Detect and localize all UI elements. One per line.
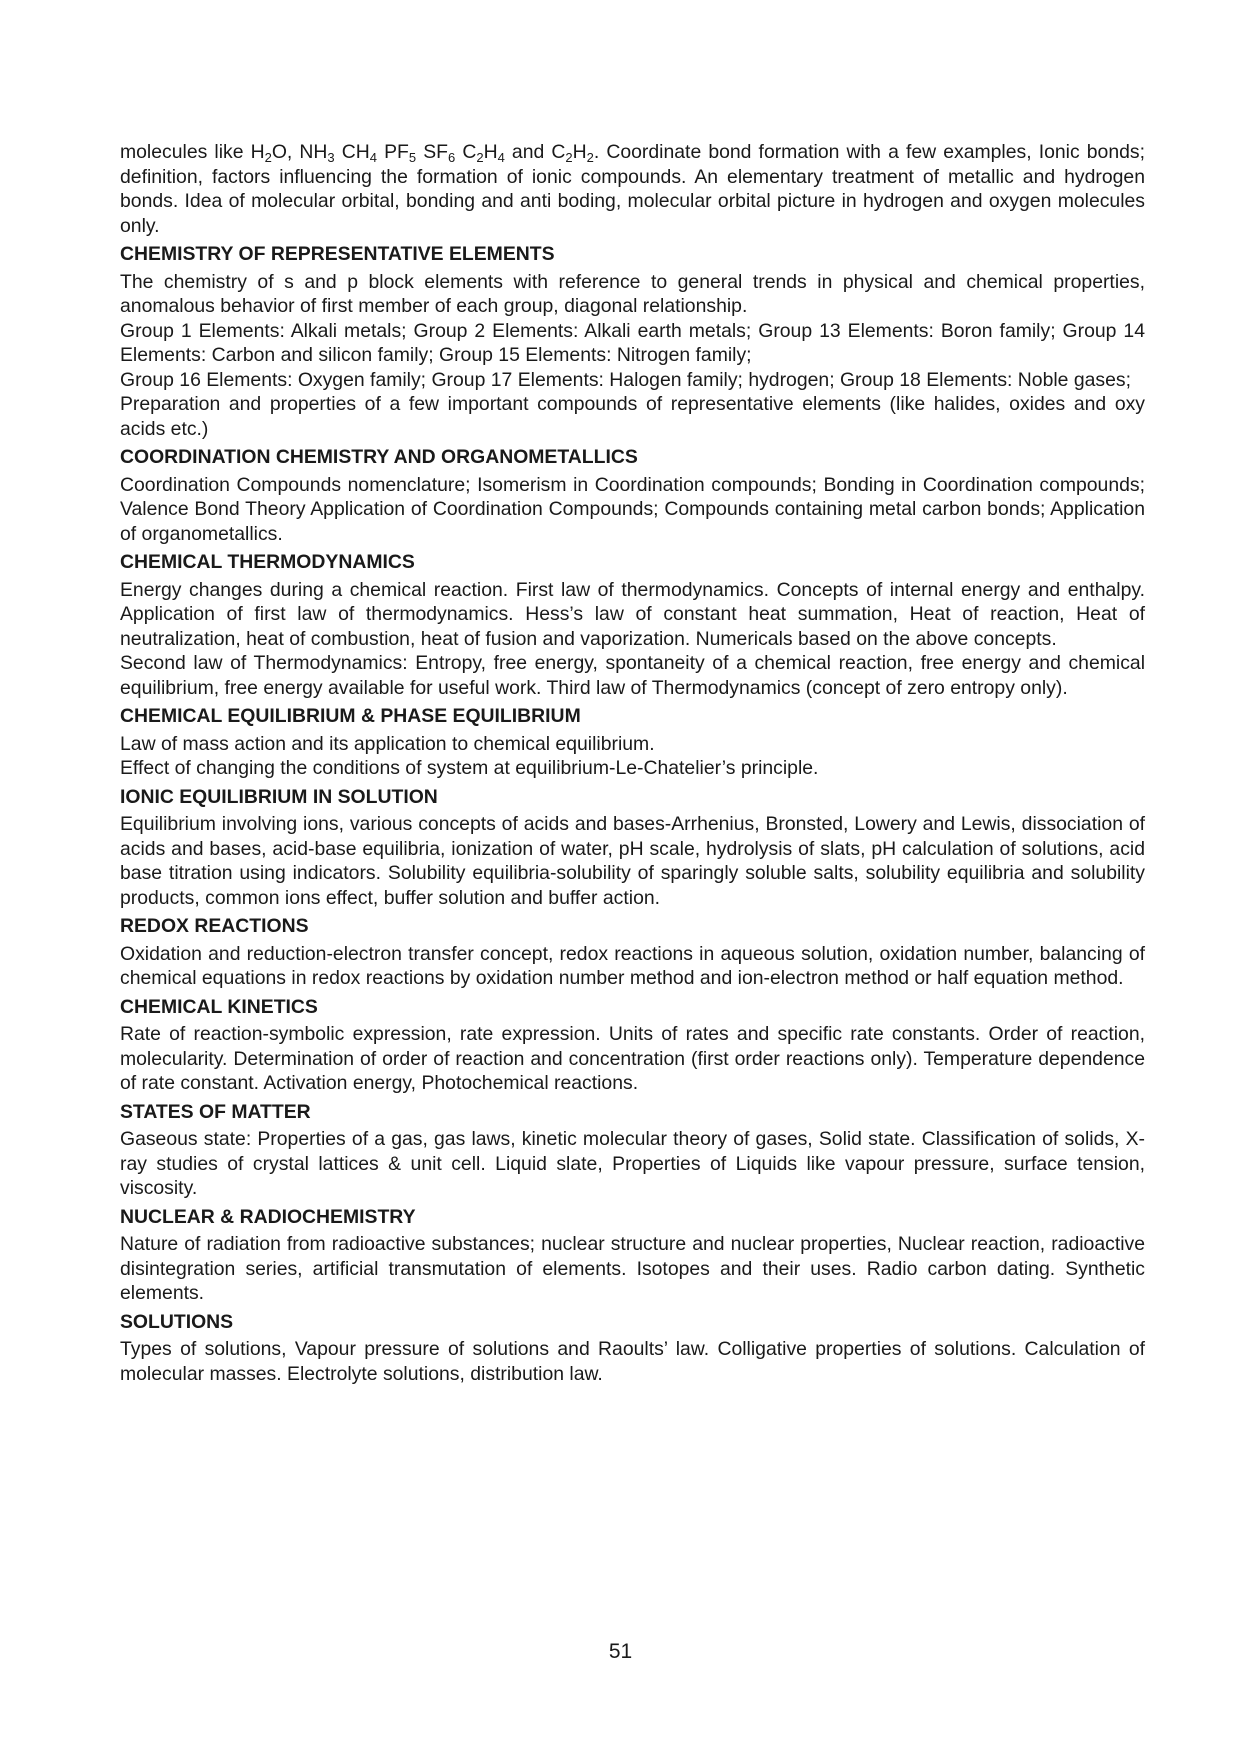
section-paragraph: Nature of radiation from radioactive substances; nuclear structure and nuclear properties, Nuclear reaction, radioactive disintegration series, artificial transmutation of elements. Isotopes and their uses. Radio carbon dating. Synthetic elements. [120, 1233, 1145, 1304]
intro-seg: O, NH [271, 141, 328, 163]
section-chemical-equilibrium [120, 704, 1145, 781]
section-paragraph: Group 1 Elements: Alkali metals; Group 2 Elements: Alkali earth metals; Group 13 Elements: Boron family; Group 14 Elements: Carbon and silicon family; Group 15 Elements: Nitrogen family; [120, 319, 1145, 366]
section-nuclear-radiochemistry [120, 1205, 1145, 1306]
intro-seg: SF [416, 141, 448, 163]
intro-seg: H [572, 141, 587, 163]
section-heading: CHEMICAL THERMODYNAMICS [120, 551, 415, 573]
subscript: 4 [497, 150, 505, 165]
subscript: 4 [369, 150, 377, 165]
section-paragraph: Gaseous state: Properties of a gas, gas laws, kinetic molecular theory of gases, Solid state. Classification of solids, X-ray studies of crystal lattices & unit cell. Liquid slate, Properties of Liquids like vapour pressure, surface tension, viscosity. [120, 1128, 1145, 1199]
section-paragraph: Coordination Compounds nomenclature; Isomerism in Coordination compounds; Bonding in Coordination compounds; Valence Bond Theory Application of Coordination Compounds; Compounds containing metal carbon bonds; Application of organometallics. [120, 473, 1145, 545]
section-heading: NUCLEAR & RADIOCHEMISTRY [120, 1205, 416, 1228]
section-paragraph: Equilibrium involving ions, various concepts of acids and bases-Arrhenius, Bronsted, Lowery and Lewis, dissociation of acids and bases, acid-base equilibria, ionization of water, pH scale, hydrolysis of slats, pH calculation of solutions, acid base titration using indicators. Solubility equilibria-solubility of sparingly soluble salts, solubility equilibria and solubility products, common ions effect, buffer solution and buffer action. [120, 813, 1145, 909]
intro-seg: H [483, 141, 498, 163]
section-paragraph: The chemistry of s and p block elements with reference to general trends in physical and chemical properties, anomalous behavior of first member of each group, diagonal relationship. [120, 270, 1145, 317]
section-chemical-kinetics [120, 995, 1145, 1096]
intro-seg: . Coordinate bond formation with a few examples, Ionic bonds; definition, factors influencing the formation of ionic compounds. An elementary treatment of metallic and hydrogen bonds. Idea of molecular orbital, bonding and anti boding, molecular orbital picture in hydrogen and oxygen molecules only. [120, 141, 1145, 237]
section-redox-reactions [120, 914, 1145, 991]
section-paragraph: Energy changes during a chemical reaction. First law of thermodynamics. Concepts of internal energy and enthalpy. Application of first law of thermodynamics. Hess’s law of constant heat summation, Heat of reaction, Heat of neutralization, heat of combustion, heat of fusion and vaporization. Numericals based on the above concepts. [120, 578, 1145, 650]
section-paragraph: Types of solutions, Vapour pressure of solutions and Raoults’ law. Colligative properties of solutions. Calculation of molecular masses. Electrolyte solutions, distribution law. [120, 1338, 1145, 1385]
section-states-of-matter [120, 1100, 1145, 1201]
subscript: 2 [565, 150, 573, 165]
intro-seg: PF [376, 141, 409, 163]
section-paragraph: Oxidation and reduction-electron transfer concept, redox reactions in aqueous solution, oxidation number, balancing of chemical equations in redox reactions by oxidation number method and ion-electron method or half equation method. [120, 942, 1145, 989]
intro-seg: CH [334, 141, 370, 163]
page-number: 51 [608, 1640, 633, 1663]
section-paragraph: Law of mass action and its application to chemical equilibrium. [120, 732, 655, 755]
section-solutions [120, 1310, 1145, 1387]
document-body [120, 140, 1145, 1386]
section-paragraph: Rate of reaction-symbolic expression, rate expression. Units of rates and specific rate constants. Order of reaction, molecularity. Determination of order of reaction and concentration (first order reactions only). Temperature dependence of rate constant. Activation energy, Photochemical reactions. [120, 1023, 1145, 1094]
section-thermodynamics [120, 550, 1145, 700]
section-paragraph: Preparation and properties of a few important compounds of representative elements (like halides, oxides and oxy acids etc.) [120, 393, 1145, 440]
section-heading: STATES OF MATTER [120, 1100, 311, 1123]
section-paragraph: Group 16 Elements: Oxygen family; Group 17 Elements: Halogen family; hydrogen; Group 18 Elements: Noble gases; [120, 368, 1131, 391]
intro-seg: molecules like H [120, 141, 265, 163]
subscript: 2 [586, 150, 594, 165]
section-ionic-equilibrium [120, 785, 1145, 911]
section-heading: SOLUTIONS [120, 1310, 234, 1333]
section-coordination-chemistry [120, 445, 1145, 546]
section-heading: CHEMICAL KINETICS [120, 995, 318, 1018]
intro-text [120, 140, 1145, 238]
section-heading: CHEMICAL EQUILIBRIUM & PHASE EQUILIBRIUM [120, 705, 581, 727]
section-representative-elements [120, 242, 1145, 441]
intro-seg: and C [504, 141, 566, 163]
section-paragraph: Second law of Thermodynamics: Entropy, free energy, spontaneity of a chemical reaction, free energy and chemical equilibrium, free energy available for useful work. Third law of Thermodynamics (concept of zero entropy only). [120, 652, 1145, 699]
section-heading: COORDINATION CHEMISTRY AND ORGANOMETALLICS [120, 446, 638, 468]
subscript: 3 [327, 150, 335, 165]
section-heading: REDOX REACTIONS [120, 915, 309, 937]
subscript: 2 [264, 150, 272, 165]
intro-seg: C [455, 141, 477, 163]
subscript: 6 [448, 150, 456, 165]
section-paragraph: Effect of changing the conditions of system at equilibrium-Le-Chatelier’s principle. [120, 757, 819, 779]
subscript: 2 [476, 150, 484, 165]
intro-paragraph [120, 140, 1145, 238]
section-heading: IONIC EQUILIBRIUM IN SOLUTION [120, 785, 438, 808]
subscript: 5 [408, 150, 417, 165]
section-heading: CHEMISTRY OF REPRESENTATIVE ELEMENTS [120, 243, 555, 265]
